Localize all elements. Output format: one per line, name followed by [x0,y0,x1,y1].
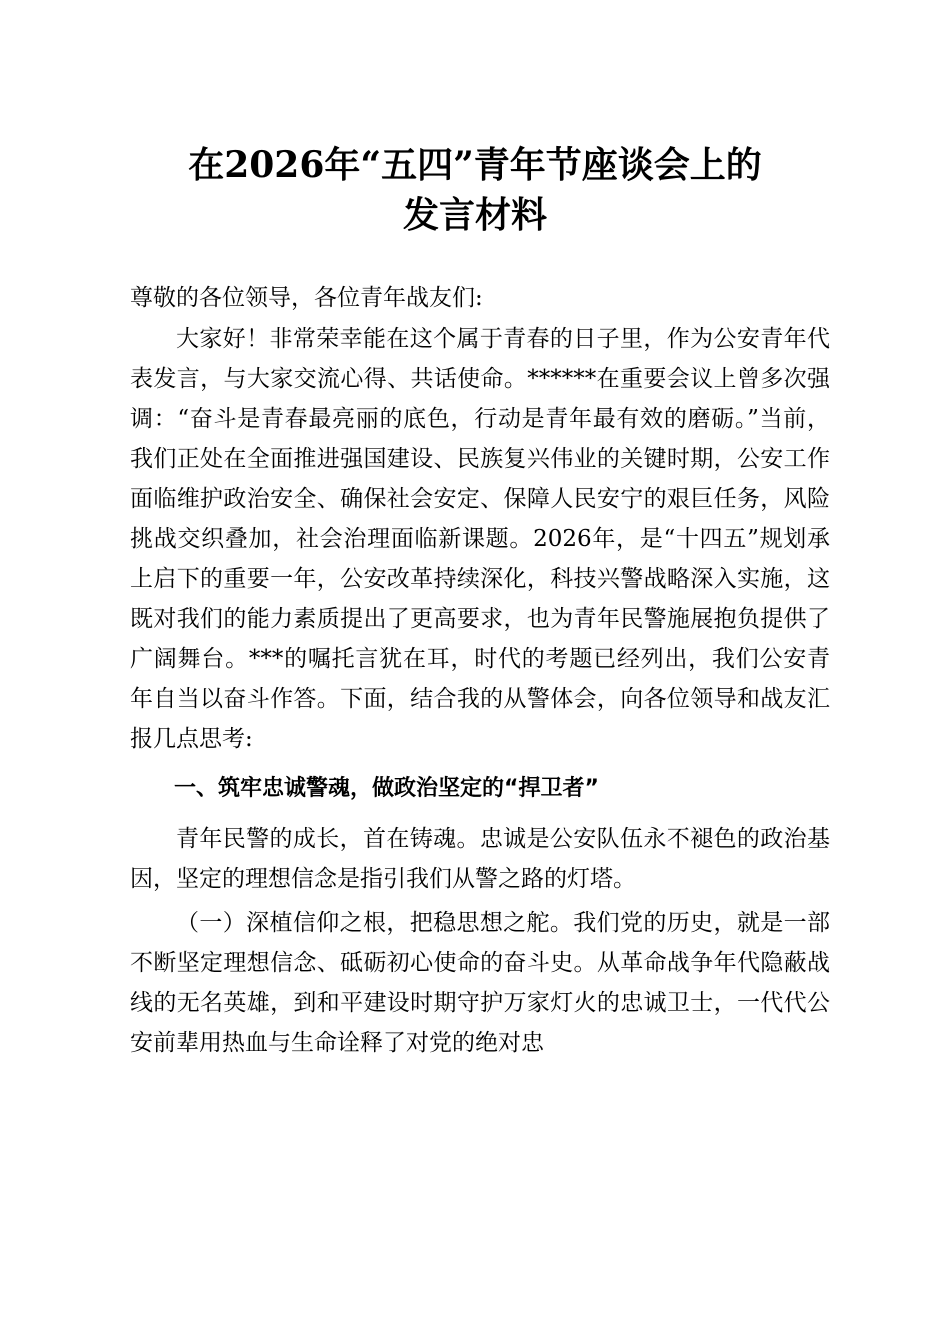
section-1-paragraph: 青年民警的成长，首在铸魂。忠诚是公安队伍永不褪色的政治基因，坚定的理想信念是指引我们从警之路的灯塔。 [130,826,830,892]
intro-paragraph: 大家好！非常荣幸能在这个属于青春的日子里，作为公安青年代表发言，与大家交流心得、共话使命。******在重要会议上曾多次强调：“奋斗是青春最亮丽的底色，行动是青年最有效的磨砺。”当前，我们正处在全面推进强国建设、民族复兴伟业的关键时期，公安工作面临维护政治安全、确保社会安定、保障人民安宁的艰巨任务，风险挑战交织叠加，社会治理面临新课题。2026年，是“十四五”规划承上启下的重要一年，公安改革持续深化，科技兴警战略深入实施，这既对我们的能力素质提出了更高要求，也为青年民警施展抱负提供了广阔舞台。***的嘱托言犹在耳，时代的考题已经列出，我们公安青年自当以奋斗作答。下面，结合我的从警体会，向各位领导和战友汇报几点思考: [130,326,830,752]
document-title [0,140,950,240]
section-1-heading: 一、筑牢忠诚警魂，做政治坚定的“捍卫者” [174,776,599,801]
title-line-2: 发言材料 [402,194,547,236]
title-line-1: 在2026年“五四”青年节座谈会上的 [188,144,762,186]
section-1-subsection-paragraph: （一）深植信仰之根，把稳思想之舵。我们党的历史，就是一部不断坚定理想信念、砥砺初心使命的奋斗史。从革命战争年代隐蔽战线的无名英雄，到和平建设时期守护万家灯火的忠诚卫士，一代代公安前辈用热血与生命诠释了对党的绝对忠 [130,910,830,1056]
salutation: 尊敬的各位领导，各位青年战友们: [130,285,483,311]
document-body [130,277,830,1063]
